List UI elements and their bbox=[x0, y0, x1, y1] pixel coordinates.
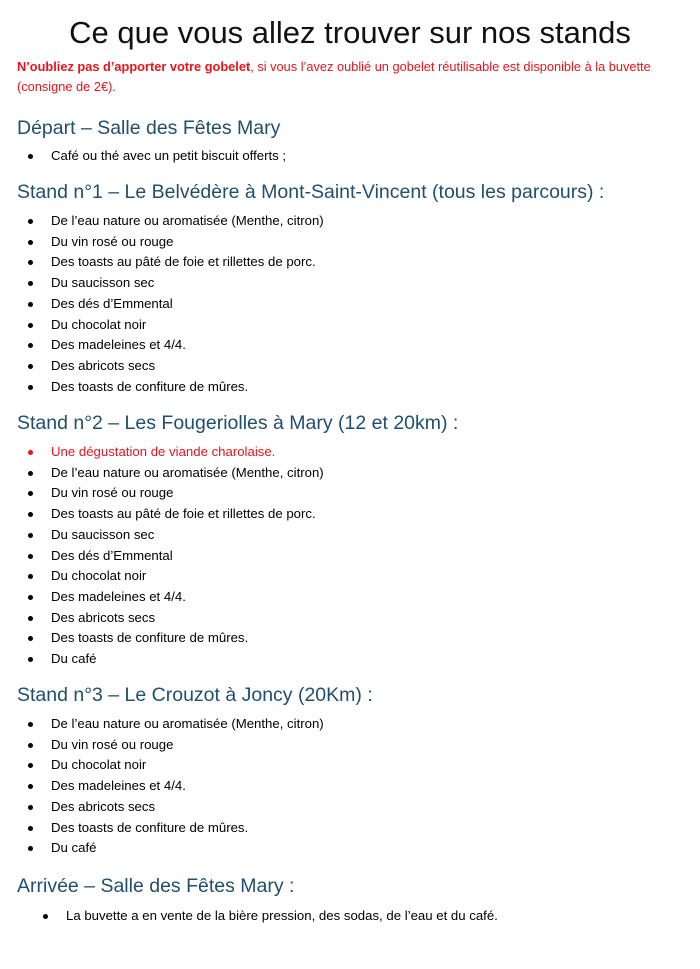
intro-note bbox=[17, 57, 657, 97]
list-item: Des madeleines et 4/4. bbox=[17, 776, 677, 797]
list-item: Du vin rosé ou rouge bbox=[17, 232, 677, 253]
highlight-item: Une dégustation de viande charolaise. bbox=[17, 442, 677, 463]
section-stand-2 bbox=[17, 410, 677, 670]
list-item: Des toasts au pâté de foie et rillettes de porc. bbox=[17, 504, 677, 525]
list-item: Du chocolat noir bbox=[17, 315, 677, 336]
list-item: Du saucisson sec bbox=[17, 525, 677, 546]
list-item: De l’eau nature ou aromatisée (Menthe, citron) bbox=[17, 714, 677, 735]
section-depart bbox=[17, 115, 677, 167]
list-item: Des toasts de confiture de mûres. bbox=[17, 628, 677, 649]
page-title: Ce que vous allez trouver sur nos stands bbox=[69, 15, 631, 50]
list-item: Du chocolat noir bbox=[17, 566, 677, 587]
list-item: La buvette a en vente de la bière pression, des sodas, de l’eau et du café. bbox=[17, 906, 677, 927]
list-item: Du chocolat noir bbox=[17, 755, 677, 776]
list-item: Des abricots secs bbox=[17, 797, 677, 818]
list-item: Des toasts de confiture de mûres. bbox=[17, 377, 677, 398]
section-stand-1 bbox=[17, 179, 677, 397]
list-item: Des madeleines et 4/4. bbox=[17, 587, 677, 608]
list-item: Du vin rosé ou rouge bbox=[17, 483, 677, 504]
section-heading: Départ – Salle des Fêtes Mary bbox=[17, 117, 281, 139]
item-list bbox=[17, 714, 677, 859]
list-item: Des abricots secs bbox=[17, 608, 677, 629]
list-item: De l’eau nature ou aromatisée (Menthe, citron) bbox=[17, 463, 677, 484]
intro-note-bold: N’oubliez pas d’apporter votre gobelet bbox=[17, 59, 251, 74]
section-heading: Stand n°3 – Le Crouzot à Joncy (20Km) : bbox=[17, 684, 373, 706]
item-list bbox=[17, 906, 677, 927]
list-item: Du vin rosé ou rouge bbox=[17, 735, 677, 756]
list-item: Des madeleines et 4/4. bbox=[17, 335, 677, 356]
section-stand-3 bbox=[17, 682, 677, 859]
section-heading: Stand n°2 – Les Fougeriolles à Mary (12 et 20km) : bbox=[17, 412, 459, 434]
section-heading: Arrivée – Salle des Fêtes Mary : bbox=[17, 875, 295, 897]
list-item: Du café bbox=[17, 649, 677, 670]
intro-note-text: , si vous l’avez oublié un gobelet réutilisable est disponible à la buvette (consigne de 2€). bbox=[17, 59, 651, 94]
list-item: Du saucisson sec bbox=[17, 273, 677, 294]
list-item: Du café bbox=[17, 838, 677, 859]
list-item: Des dés d’Emmental bbox=[17, 546, 677, 567]
list-item: Des abricots secs bbox=[17, 356, 677, 377]
list-item: Des dés d’Emmental bbox=[17, 294, 677, 315]
item-list bbox=[17, 442, 677, 670]
item-list bbox=[17, 146, 677, 167]
list-item: De l’eau nature ou aromatisée (Menthe, citron) bbox=[17, 211, 677, 232]
item-list bbox=[17, 211, 677, 397]
section-heading: Stand n°1 – Le Belvédère à Mont-Saint-Vincent (tous les parcours) : bbox=[17, 181, 605, 203]
list-item: Des toasts de confiture de mûres. bbox=[17, 818, 677, 839]
list-item: Des toasts au pâté de foie et rillettes de porc. bbox=[17, 252, 677, 273]
section-arrivee bbox=[17, 873, 677, 927]
list-item: Café ou thé avec un petit biscuit offerts ; bbox=[17, 146, 677, 167]
